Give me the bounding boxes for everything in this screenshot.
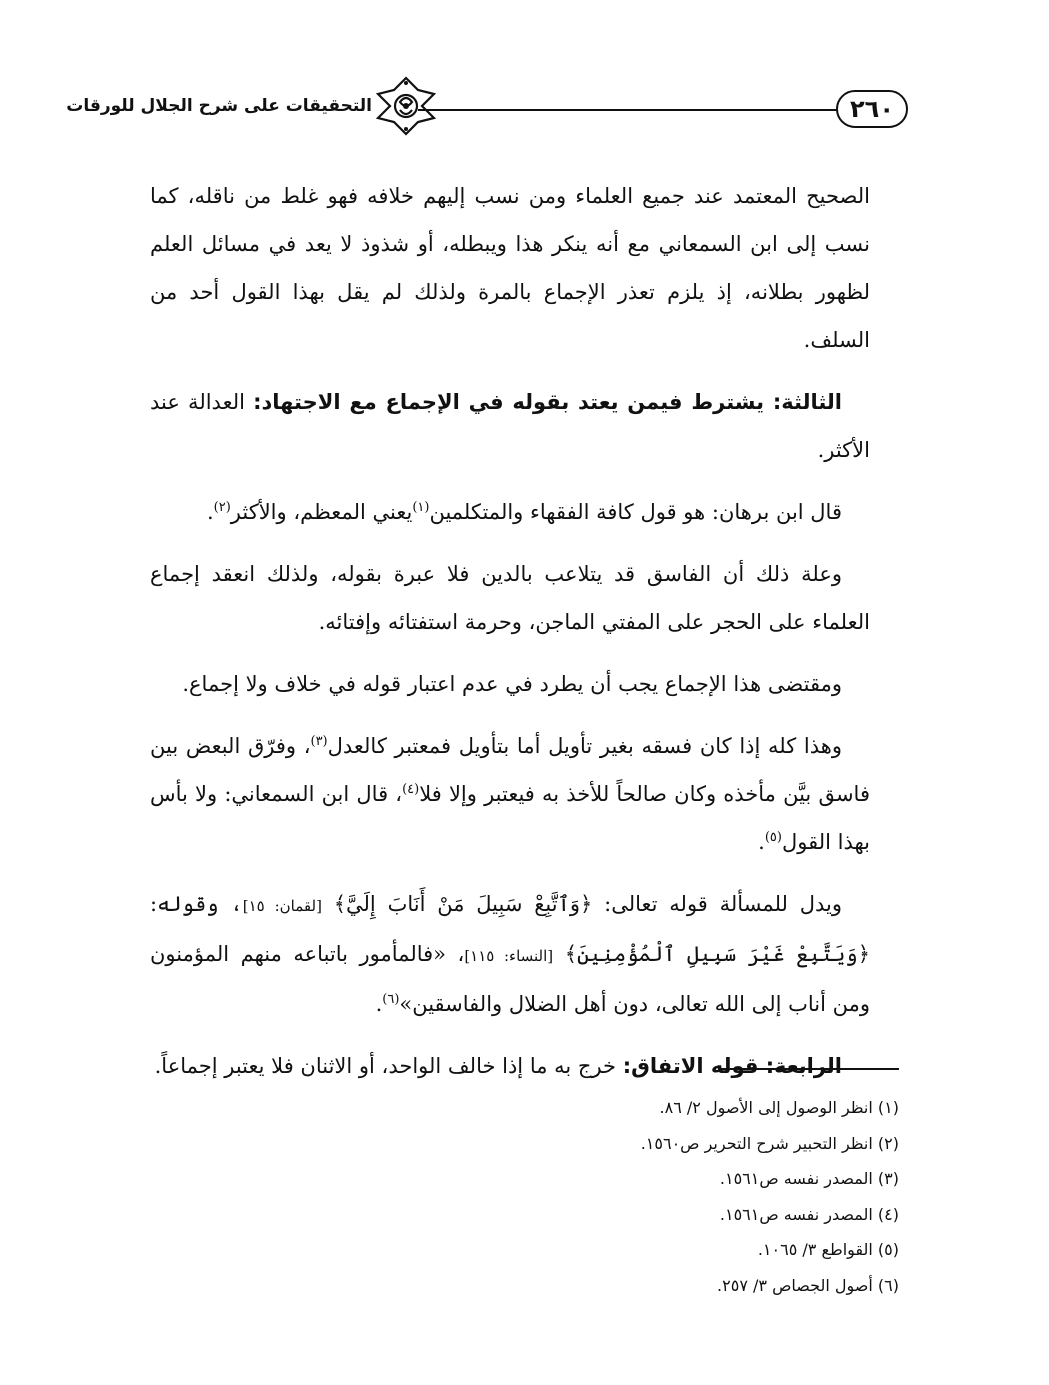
paragraph-7	[150, 880, 870, 1028]
paragraph-3	[150, 488, 870, 536]
footnote-ref-3[interactable]: (٣)	[310, 734, 328, 749]
body-text	[150, 172, 870, 1104]
paragraph-3-text-c: .	[206, 500, 214, 524]
paragraph-6	[150, 722, 870, 866]
footnote-5: (٥) القواطع ٣/ ١٠٦٥.	[757, 1240, 899, 1259]
paragraph-6-text-a: وهذا كله إذا كان فسقه بغير تأويل أما بتأويل فمعتبر كالعدل	[327, 734, 842, 758]
verse-reference-2: [النساء: ١١٥]	[464, 947, 554, 965]
footnote-ref-4[interactable]: (٤)	[402, 782, 420, 797]
footnote-1: (١) انظر الوصول إلى الأصول ٢/ ٨٦.	[659, 1098, 899, 1117]
paragraph-1-text: الصحيح المعتمد عند جميع العلماء ومن نسب إليهم خلافه فهو غلط من ناقله، كما نسب إلى ابن السمعاني مع أنه ينكر هذا ويبطله، أو شذوذ لا يعد في مسائل العلم لظهور بطلانه، إذ يلزم تعذر الإجماع بالمرة ولذلك لم يقل بهذا القول أحد من السلف.	[150, 184, 870, 352]
page-number: ٢٦٠	[836, 90, 908, 128]
footnote-2: (٢) انظر التحبير شرح التحرير ص١٥٦٠.	[640, 1133, 899, 1153]
footnotes	[499, 1090, 899, 1303]
footnote-4: (٤) المصدر نفسه ص١٥٦١.	[719, 1204, 899, 1224]
footnote-separator	[719, 1068, 899, 1070]
footnote-3: (٣) المصدر نفسه ص١٥٦١.	[719, 1169, 899, 1188]
paragraph-6-text-b: ، وفرّق البعض بين فاسق بيَّن مأخذه وكان صالحاً للأخذ به فيعتبر وإلا فلا	[150, 734, 870, 806]
footnote-ref-2[interactable]: (٢)	[213, 500, 231, 515]
running-title: التحقيقات على شرح الجلال للورقات	[66, 96, 372, 116]
footnote-ref-5[interactable]: (٥)	[764, 830, 782, 845]
paragraph-7-text-c: ، «فالمأمور باتباعه منهم المؤمنون ومن أناب إلى الله تعالى، دون أهل الضلال والفاسقين»	[150, 942, 870, 1016]
paragraph-7-text-b: ، وقوله: ﴿وَيَتَّبِعْ غَيْرَ سَبِيلِ ٱلْمُؤْمِنِينَ﴾	[150, 892, 870, 966]
paragraph-2	[150, 378, 870, 474]
page-header	[66, 72, 908, 142]
paragraph-7-text-a: ويدل للمسألة قوله تعالى: ﴿وَٱتَّبِعْ سَبِيلَ مَنْ أَنَابَ إِلَيَّ﴾	[321, 892, 842, 916]
paragraph-8-text: خرج به ما إذا خالف الواحد، أو الاثنان فلا يعتبر إجماعاً.	[154, 1054, 623, 1078]
paragraph-3-text-a: قال ابن برهان: هو قول كافة الفقهاء والمتكلمين	[429, 500, 842, 524]
paragraph-6-text-d: .	[758, 830, 765, 854]
verse-reference-1: [لقمان: ١٥]	[242, 897, 322, 915]
paragraph-3-text-b: يعني المعظم، والأكثر	[230, 500, 413, 524]
section-heading-fourth: الرابعة: قوله الاتفاق:	[622, 1054, 842, 1078]
paragraph-8	[150, 1042, 870, 1090]
floral-ornament-icon	[374, 74, 438, 138]
paragraph-7-text-d: .	[375, 992, 383, 1016]
paragraph-4-text: وعلة ذلك أن الفاسق قد يتلاعب بالدين فلا عبرة بقوله، ولذلك انعقد إجماع العلماء على الحجر على المفتي الماجن، وحرمة استفتائه وإفتائه.	[150, 562, 870, 634]
footnote-6: (٦) أصول الجصاص ٣/ ٢٥٧.	[717, 1275, 899, 1295]
footnote-ref-1[interactable]: (١)	[412, 500, 430, 515]
footnote-ref-6[interactable]: (٦)	[382, 992, 400, 1007]
paragraph-5-text: ومقتضى هذا الإجماع يجب أن يطرد في عدم اعتبار قوله في خلاف ولا إجماع.	[182, 672, 842, 696]
header-rule	[418, 109, 838, 111]
paragraph-2-text: العدالة عند الأكثر.	[150, 390, 870, 462]
section-heading-third: الثالثة: يشترط فيمن يعتد بقوله في الإجماع مع الاجتهاد:	[253, 390, 842, 414]
paragraph-5	[150, 660, 870, 708]
paragraph-6-text-c: ، قال ابن السمعاني: ولا بأس بهذا القول	[150, 782, 870, 854]
paragraph-4	[150, 550, 870, 646]
paragraph-1	[150, 172, 870, 364]
